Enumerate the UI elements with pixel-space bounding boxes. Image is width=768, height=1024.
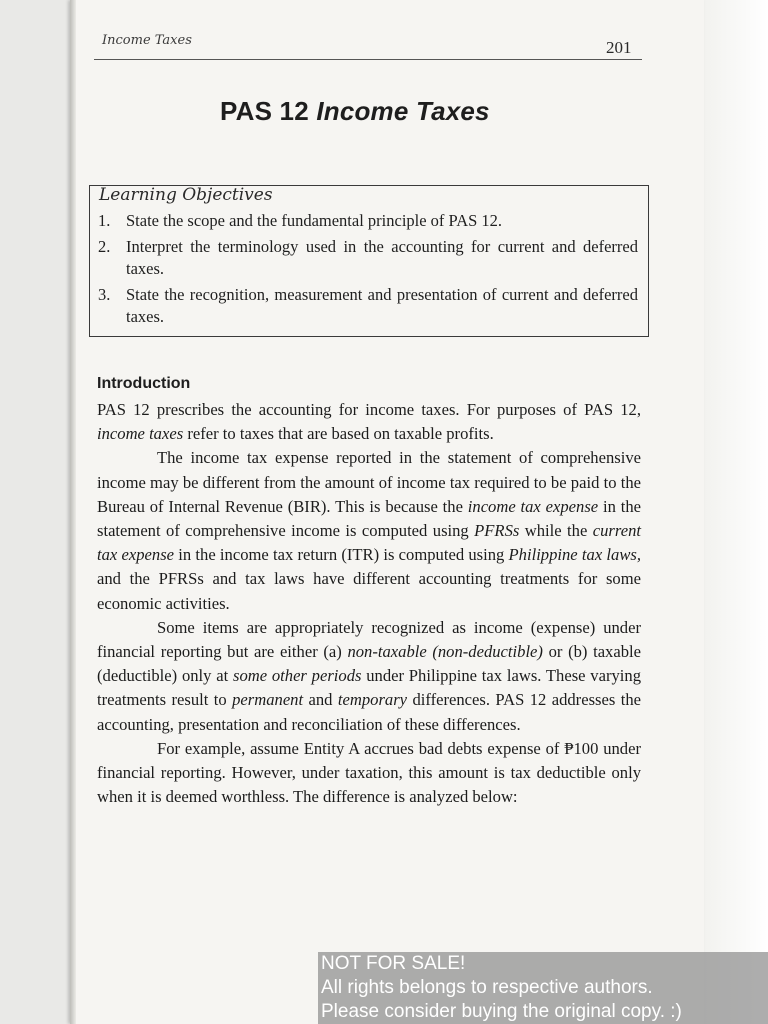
paragraph-2	[97, 446, 641, 615]
objective-item	[98, 284, 638, 328]
text-run: The income tax expense reported in the statement of comprehensive income may be different from the amount of income tax required to be paid to the Bureau of Internal Revenue (BIR). This is because the	[97, 448, 641, 516]
text-run: in the income tax return (ITR) is computed using	[174, 545, 509, 565]
chapter-title	[220, 96, 490, 127]
objective-text: Interpret the terminology used in the accounting for current and deferred taxes.	[126, 237, 638, 278]
objective-number: 3.	[98, 285, 111, 304]
text-run-italic: some other periods	[232, 666, 362, 686]
objective-item	[98, 236, 638, 280]
paragraph-1	[97, 398, 641, 446]
text-run-italic: current tax expense	[97, 521, 641, 565]
text-run: Some items are appropriately recognized as income (expense) under financial reporting but are either (a)	[97, 617, 641, 662]
text-run: and the PFRSs and tax laws have different accounting treatments for some economic activities.	[97, 569, 641, 613]
objective-number: 1.	[98, 211, 111, 230]
objectives-list	[98, 210, 638, 332]
chapter-title-plain: PAS 12	[220, 96, 317, 126]
page-number: 201	[606, 38, 632, 57]
watermark-line: Please consider buying the original copy. :)	[321, 1001, 682, 1022]
text-run-italic: non-taxable (non-deductible)	[347, 642, 543, 662]
objective-text: State the scope and the fundamental principle of PAS 12.	[126, 211, 503, 230]
paragraph-4: For example, assume Entity A accrues bad debts expense of ₱100 under financial reporting. However, under taxation, this amount is tax deductible only when it is deemed worthless. The difference is analyzed below:	[97, 738, 641, 807]
text-run: and	[303, 690, 338, 710]
objective-text: State the recognition, measurement and presentation of current and deferred taxes.	[126, 285, 638, 326]
introduction-body	[97, 398, 641, 809]
objective-item	[98, 210, 638, 232]
watermark-banner	[318, 952, 768, 1024]
introduction-heading: Introduction	[97, 375, 191, 392]
text-run-italic: permanent	[232, 690, 304, 710]
text-run-italic: PFRSs	[474, 521, 520, 541]
watermark-line: NOT FOR SALE!	[321, 953, 466, 974]
paragraph-3	[97, 616, 641, 737]
chapter-title-italic: Income Taxes	[316, 96, 490, 126]
text-run: in the statement of comprehensive income is computed using	[97, 496, 641, 541]
text-run: refer to taxes that are based on taxable profits.	[183, 424, 494, 444]
running-head: Income Taxes	[102, 33, 192, 48]
text-run: PAS 12 prescribes the accounting for income taxes. For purposes of PAS 12,	[97, 400, 641, 419]
text-run-italic: temporary	[337, 690, 408, 710]
text-run: under Philippine tax laws. These varying treatments result to	[97, 666, 641, 710]
page-edge-shadow	[704, 0, 768, 1024]
text-run: or (b) taxable (deductible) only at	[97, 642, 641, 686]
text-run-italic: income tax expense	[467, 496, 599, 516]
text-run: differences. PAS 12 addresses the accounting, presentation and reconciliation of these differences.	[97, 690, 641, 734]
header-rule	[94, 59, 642, 60]
objectives-heading: Learning Objectives	[99, 185, 273, 205]
text-run-italic: income taxes	[97, 424, 184, 444]
objective-number: 2.	[98, 237, 111, 256]
text-run-italic: Philippine tax laws,	[508, 545, 642, 565]
watermark-line: All rights belongs to respective authors.	[321, 977, 653, 998]
learning-objectives-box	[89, 185, 649, 337]
text-run: while the	[519, 521, 593, 541]
page-spine-shadow	[70, 0, 76, 1024]
